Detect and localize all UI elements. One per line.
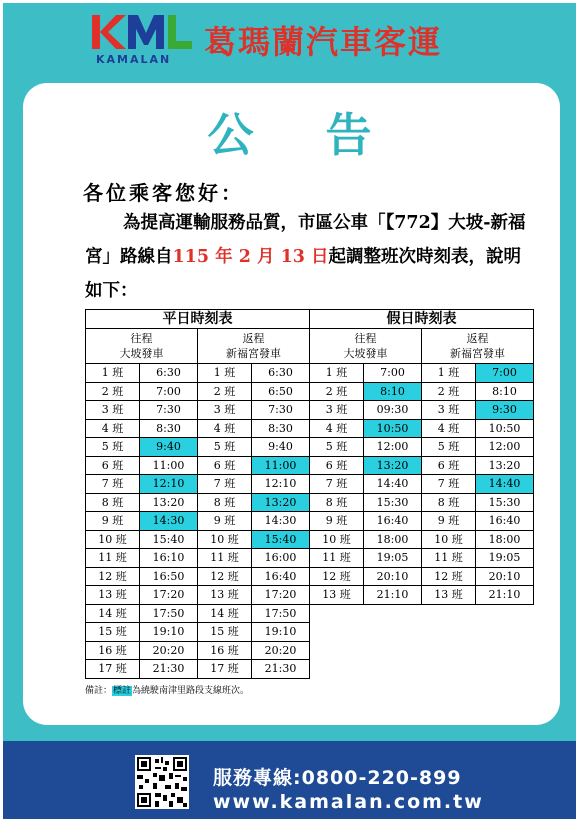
weekday-departure-time-cell: 15:40 (252, 530, 310, 549)
weekday-outbound-header (86, 329, 198, 364)
weekday-row (86, 604, 310, 623)
weekday-trip-number-cell: 13 班 (198, 586, 252, 605)
holiday-trip-number-cell: 3 班 (310, 401, 364, 420)
holiday-timetable (309, 309, 534, 605)
weekday-row (86, 567, 310, 586)
weekday-trip-number-cell: 2 班 (198, 382, 252, 401)
holiday-trip-number-cell: 5 班 (422, 438, 476, 457)
holiday-trip-number-cell: 1 班 (422, 364, 476, 383)
holiday-trip-number-cell: 6 班 (310, 456, 364, 475)
weekday-departure-time-cell: 16:10 (140, 549, 198, 568)
holiday-departure-time-cell: 21:10 (476, 586, 534, 605)
holiday-departure-time-cell: 14:40 (364, 475, 422, 494)
holiday-departure-time-cell: 09:30 (364, 401, 422, 420)
para-text-2: 起調整班次時刻表，說明如下： (85, 247, 522, 301)
weekday-trip-number-cell: 3 班 (198, 401, 252, 420)
holiday-departure-time-cell: 15:30 (476, 493, 534, 512)
holiday-trip-number-cell: 3 班 (422, 401, 476, 420)
para-text-1: 為提高運輸服務品質，市區公車「【772】大坡-新福宮」路線自 (85, 213, 526, 267)
weekday-trip-number-cell: 11 班 (198, 549, 252, 568)
holiday-departure-time-cell: 10:50 (364, 419, 422, 438)
holiday-row (310, 438, 534, 457)
weekday-row (86, 660, 310, 679)
holiday-row (310, 567, 534, 586)
poster (3, 3, 576, 819)
weekday-departure-time-cell: 6:30 (140, 364, 198, 383)
footnote (85, 683, 249, 696)
kml-logo-icon (92, 13, 192, 53)
weekday-trip-number-cell: 5 班 (198, 438, 252, 457)
weekday-departure-time-cell: 13:20 (140, 493, 198, 512)
weekday-trip-number-cell: 17 班 (86, 660, 140, 679)
weekday-departure-time-cell: 11:00 (252, 456, 310, 475)
holiday-departure-time-cell: 7:00 (364, 364, 422, 383)
holiday-row (310, 530, 534, 549)
weekday-departure-time-cell: 17:20 (252, 586, 310, 605)
holiday-departure-time-cell: 14:40 (476, 475, 534, 494)
weekday-trip-number-cell: 9 班 (198, 512, 252, 531)
weekday-departure-time-cell: 14:30 (140, 512, 198, 531)
weekday-departure-time-cell: 7:30 (140, 401, 198, 420)
weekday-departure-time-cell: 14:30 (252, 512, 310, 531)
weekday-row (86, 364, 310, 383)
holiday-trip-number-cell: 8 班 (310, 493, 364, 512)
weekday-trip-number-cell: 7 班 (86, 475, 140, 494)
holiday-rows (310, 364, 534, 605)
weekday-departure-time-cell: 9:40 (252, 438, 310, 457)
holiday-trip-number-cell: 13 班 (310, 586, 364, 605)
holiday-outbound-header (310, 329, 422, 364)
holiday-trip-number-cell: 7 班 (422, 475, 476, 494)
weekday-trip-number-cell: 13 班 (86, 586, 140, 605)
holiday-title: 假日時刻表 (310, 310, 534, 329)
weekday-return-header (198, 329, 310, 364)
holiday-trip-number-cell: 2 班 (422, 382, 476, 401)
weekday-departure-time-cell: 20:20 (252, 641, 310, 660)
weekday-trip-number-cell: 8 班 (198, 493, 252, 512)
holiday-row (310, 512, 534, 531)
weekday-row (86, 641, 310, 660)
holiday-trip-number-cell: 10 班 (310, 530, 364, 549)
weekday-departure-time-cell: 8:30 (140, 419, 198, 438)
holiday-departure-time-cell: 8:10 (364, 382, 422, 401)
weekday-timetable (85, 309, 310, 679)
weekday-departure-time-cell: 21:30 (252, 660, 310, 679)
holiday-row (310, 475, 534, 494)
holiday-trip-number-cell: 4 班 (310, 419, 364, 438)
holiday-trip-number-cell: 11 班 (310, 549, 364, 568)
weekday-trip-number-cell: 15 班 (198, 623, 252, 642)
holiday-trip-number-cell: 8 班 (422, 493, 476, 512)
holiday-row (310, 456, 534, 475)
weekday-departure-time-cell: 8:30 (252, 419, 310, 438)
weekday-trip-number-cell: 16 班 (86, 641, 140, 660)
weekday-row (86, 512, 310, 531)
holiday-departure-time-cell: 12:00 (364, 438, 422, 457)
greeting: 各位乘客您好： (83, 181, 244, 205)
holiday-departure-time-cell: 9:30 (476, 401, 534, 420)
weekday-trip-number-cell: 17 班 (198, 660, 252, 679)
highlight-legend: 標註 (113, 686, 132, 696)
weekday-row (86, 382, 310, 401)
notice-title: 公 告 (207, 108, 400, 162)
weekday-departure-time-cell: 12:10 (140, 475, 198, 494)
holiday-departure-time-cell: 10:50 (476, 419, 534, 438)
weekday-departure-time-cell: 15:40 (140, 530, 198, 549)
holiday-departure-time-cell: 20:10 (476, 567, 534, 586)
holiday-row (310, 382, 534, 401)
holiday-departure-time-cell: 7:00 (476, 364, 534, 383)
holiday-row (310, 419, 534, 438)
holiday-departure-time-cell: 18:00 (476, 530, 534, 549)
weekday-row (86, 623, 310, 642)
weekday-row (86, 419, 310, 438)
holiday-trip-number-cell: 2 班 (310, 382, 364, 401)
holiday-row (310, 364, 534, 383)
outbound-origin: 大坡發車 (343, 347, 388, 360)
return-origin: 新福宮發車 (226, 347, 281, 360)
weekday-departure-time-cell: 17:50 (252, 604, 310, 623)
weekday-row (86, 456, 310, 475)
weekday-rows (86, 364, 310, 679)
holiday-departure-time-cell: 15:30 (364, 493, 422, 512)
holiday-departure-time-cell: 8:10 (476, 382, 534, 401)
notice-paragraph (85, 206, 535, 308)
weekday-row (86, 438, 310, 457)
holiday-trip-number-cell: 12 班 (422, 567, 476, 586)
note-prefix: 備註： (85, 686, 113, 696)
holiday-row (310, 401, 534, 420)
weekday-trip-number-cell: 1 班 (86, 364, 140, 383)
holiday-trip-number-cell: 9 班 (310, 512, 364, 531)
holiday-row (310, 586, 534, 605)
weekday-row (86, 549, 310, 568)
holiday-trip-number-cell: 6 班 (422, 456, 476, 475)
weekday-departure-time-cell: 17:20 (140, 586, 198, 605)
holiday-trip-number-cell: 5 班 (310, 438, 364, 457)
weekday-trip-number-cell: 8 班 (86, 493, 140, 512)
outbound-label: 往程 (354, 332, 377, 345)
holiday-departure-time-cell: 20:10 (364, 567, 422, 586)
holiday-trip-number-cell: 1 班 (310, 364, 364, 383)
weekday-trip-number-cell: 3 班 (86, 401, 140, 420)
weekday-trip-number-cell: 1 班 (198, 364, 252, 383)
weekday-row (86, 586, 310, 605)
weekday-departure-time-cell: 16:50 (140, 567, 198, 586)
holiday-trip-number-cell: 7 班 (310, 475, 364, 494)
outbound-origin: 大坡發車 (119, 347, 164, 360)
holiday-departure-time-cell: 16:40 (476, 512, 534, 531)
holiday-row (310, 493, 534, 512)
weekday-trip-number-cell: 4 班 (198, 419, 252, 438)
weekday-trip-number-cell: 12 班 (198, 567, 252, 586)
holiday-departure-time-cell: 16:40 (364, 512, 422, 531)
weekday-departure-time-cell: 16:00 (252, 549, 310, 568)
weekday-trip-number-cell: 6 班 (86, 456, 140, 475)
weekday-trip-number-cell: 15 班 (86, 623, 140, 642)
weekday-trip-number-cell: 11 班 (86, 549, 140, 568)
holiday-departure-time-cell: 21:10 (364, 586, 422, 605)
weekday-row (86, 530, 310, 549)
service-hotline: 服務專線:0800-220-899 (213, 767, 462, 789)
weekday-title: 平日時刻表 (86, 310, 310, 329)
holiday-trip-number-cell: 4 班 (422, 419, 476, 438)
effective-date: 115 年 2 月 13 日 (172, 247, 329, 267)
holiday-departure-time-cell: 18:00 (364, 530, 422, 549)
holiday-departure-time-cell: 19:05 (476, 549, 534, 568)
weekday-departure-time-cell: 7:00 (140, 382, 198, 401)
weekday-departure-time-cell: 6:30 (252, 364, 310, 383)
weekday-trip-number-cell: 10 班 (198, 530, 252, 549)
weekday-departure-time-cell: 21:30 (140, 660, 198, 679)
weekday-departure-time-cell: 11:00 (140, 456, 198, 475)
weekday-departure-time-cell: 19:10 (140, 623, 198, 642)
return-label: 返程 (466, 332, 489, 345)
weekday-departure-time-cell: 19:10 (252, 623, 310, 642)
holiday-trip-number-cell: 10 班 (422, 530, 476, 549)
logo-subtext: KAMALAN (96, 53, 172, 66)
company-logo (92, 13, 192, 71)
weekday-departure-time-cell: 16:40 (252, 567, 310, 586)
note-text: 為繞駛南津里路段支線班次。 (132, 686, 250, 696)
holiday-row (310, 549, 534, 568)
company-name: 葛瑪蘭汽車客運 (204, 23, 443, 61)
holiday-departure-time-cell: 19:05 (364, 549, 422, 568)
weekday-departure-time-cell: 20:20 (140, 641, 198, 660)
return-origin: 新福宮發車 (450, 347, 505, 360)
holiday-departure-time-cell: 13:20 (476, 456, 534, 475)
weekday-departure-time-cell: 6:50 (252, 382, 310, 401)
holiday-trip-number-cell: 13 班 (422, 586, 476, 605)
holiday-trip-number-cell: 9 班 (422, 512, 476, 531)
weekday-departure-time-cell: 13:20 (252, 493, 310, 512)
weekday-departure-time-cell: 9:40 (140, 438, 198, 457)
holiday-return-header (422, 329, 534, 364)
weekday-row (86, 401, 310, 420)
holiday-trip-number-cell: 11 班 (422, 549, 476, 568)
holiday-departure-time-cell: 13:20 (364, 456, 422, 475)
weekday-trip-number-cell: 4 班 (86, 419, 140, 438)
weekday-row (86, 475, 310, 494)
weekday-trip-number-cell: 5 班 (86, 438, 140, 457)
weekday-trip-number-cell: 16 班 (198, 641, 252, 660)
holiday-trip-number-cell: 12 班 (310, 567, 364, 586)
weekday-trip-number-cell: 2 班 (86, 382, 140, 401)
weekday-trip-number-cell: 7 班 (198, 475, 252, 494)
weekday-trip-number-cell: 14 班 (86, 604, 140, 623)
holiday-departure-time-cell: 12:00 (476, 438, 534, 457)
weekday-trip-number-cell: 9 班 (86, 512, 140, 531)
outbound-label: 往程 (130, 332, 153, 345)
weekday-trip-number-cell: 6 班 (198, 456, 252, 475)
website-url[interactable]: www.kamalan.com.tw (213, 791, 484, 813)
return-label: 返程 (242, 332, 265, 345)
weekday-row (86, 493, 310, 512)
weekday-departure-time-cell: 7:30 (252, 401, 310, 420)
weekday-departure-time-cell: 17:50 (140, 604, 198, 623)
qr-code-icon (135, 755, 189, 809)
weekday-trip-number-cell: 14 班 (198, 604, 252, 623)
weekday-trip-number-cell: 12 班 (86, 567, 140, 586)
weekday-departure-time-cell: 12:10 (252, 475, 310, 494)
weekday-trip-number-cell: 10 班 (86, 530, 140, 549)
